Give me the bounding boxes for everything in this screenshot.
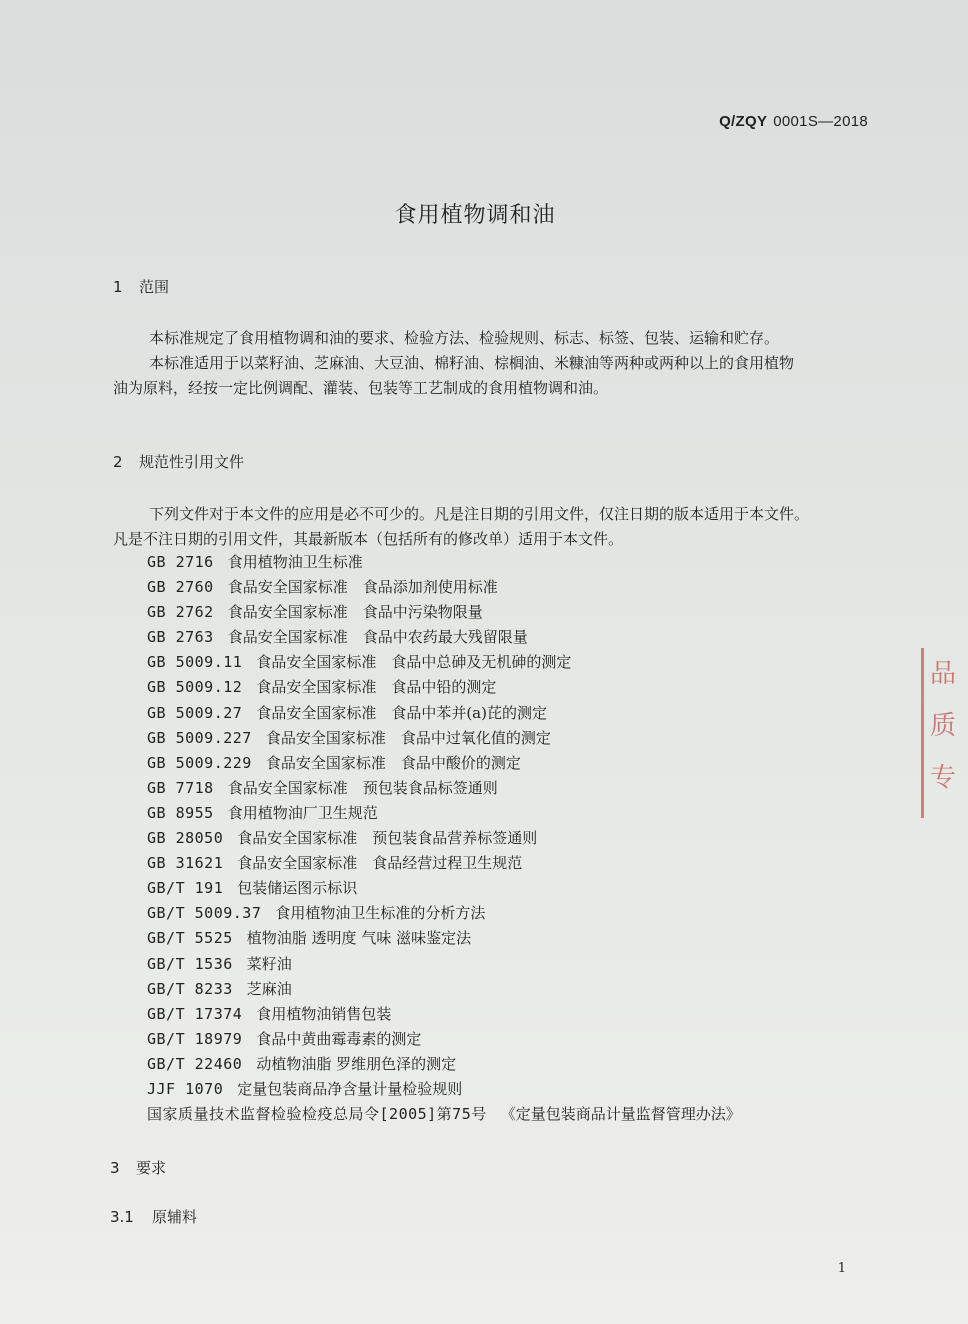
reference-title: 食品中黄曲霉毒素的测定: [256, 1029, 422, 1048]
reference-code: GB/T 191: [147, 879, 224, 898]
reference-item: [147, 650, 741, 675]
reference-item: [147, 876, 741, 901]
reference-title: 食品安全国家标准 预包装食品营养标签通则: [237, 829, 538, 848]
reference-item: [147, 952, 741, 977]
reference-code: GB 2716: [147, 553, 214, 571]
reference-item: [147, 851, 741, 876]
reference-title: 动植物油脂 罗维朋色泽的测定: [256, 1054, 457, 1073]
reference-code: GB 8955: [147, 803, 214, 822]
reference-item: [147, 901, 741, 926]
reference-code: GB/T 5009.37: [147, 904, 262, 923]
reference-title: 食品安全国家标准 食品添加剂使用标准: [227, 578, 498, 597]
standard-code: Q/ZQY 0001S—2018: [719, 113, 868, 130]
reference-title: 包装储运图示标识: [237, 879, 358, 898]
reference-title: 食品安全国家标准 预包装食品标签通则: [227, 778, 498, 797]
reference-title: 芝麻油: [246, 979, 292, 998]
reference-title: 《定量包装商品计量监督管理办法》: [500, 1105, 741, 1124]
reference-item: [147, 1052, 741, 1077]
reference-code: 国家质量技术监督检验检疫总局令[2005]第75号: [147, 1105, 487, 1124]
reference-item: [147, 1102, 741, 1127]
reference-item: [147, 826, 741, 851]
reference-code: GB/T 1536: [147, 954, 233, 973]
reference-title: 食用植物油销售包装: [256, 1004, 392, 1023]
page-number: 1: [837, 1261, 846, 1276]
reference-item: [147, 625, 741, 650]
reference-item: [147, 801, 741, 826]
reference-code: GB 5009.12: [147, 678, 243, 697]
reference-code: GB 31621: [147, 854, 224, 873]
reference-code: GB 28050: [147, 829, 224, 848]
reference-title: 定量包装商品净含量计量检验规则: [237, 1079, 463, 1098]
reference-title: 食品安全国家标准 食品经营过程卫生规范: [237, 854, 523, 873]
section-heading-references: 2 规范性引用文件: [113, 453, 245, 471]
reference-code: GB 5009.11: [147, 653, 243, 672]
reference-code: GB 2762: [147, 603, 214, 622]
reference-title: 菜籽油: [246, 954, 292, 973]
reference-item: [147, 977, 741, 1002]
reference-code: GB 7718: [147, 778, 214, 797]
reference-item: [147, 1027, 741, 1052]
section-heading-requirements: 3 要求: [110, 1159, 167, 1177]
reference-item: [147, 600, 741, 625]
reference-item: [147, 575, 741, 600]
reference-item: [147, 776, 741, 801]
reference-code: JJF 1070: [147, 1079, 224, 1098]
reference-item: [147, 926, 741, 951]
reference-title: 食用植物油卫生标准的分析方法: [275, 904, 486, 923]
reference-item: [147, 751, 741, 776]
section-heading-raw-materials: 3.1 原辅料: [110, 1208, 198, 1226]
reference-title: 食品安全国家标准 食品中铅的测定: [256, 678, 497, 697]
reference-title: 食品安全国家标准 食品中污染物限量: [227, 603, 483, 622]
reference-code: GB 5009.229: [147, 753, 252, 772]
reference-item: [147, 1077, 741, 1102]
reference-title: 食用植物油卫生标准: [227, 553, 363, 571]
reference-title: 食品安全国家标准 食品中苯并(a)芘的测定: [256, 703, 547, 722]
reference-code: GB/T 8233: [147, 979, 233, 998]
reference-item: [147, 726, 741, 751]
reference-code: GB/T 18979: [147, 1029, 243, 1048]
reference-title: 食品安全国家标准 食品中过氧化值的测定: [265, 728, 551, 747]
reference-item: [147, 550, 741, 575]
reference-code: GB/T 22460: [147, 1054, 243, 1073]
scope-text: 本标准规定了食用植物调和油的要求、检验方法、检验规则、标志、标签、包装、运输和贮存。 本标准适用于以菜籽油、芝麻油、大豆油、棉籽油、棕榈油、米糠油等两种或两种以上的食用植物 油为原料，经按一定比例调配、灌装、包装等工艺制成的食用植物调和油。: [113, 329, 795, 397]
reference-title: 食品安全国家标准 食品中农药最大残留限量: [227, 628, 528, 647]
reference-code: GB/T 5525: [147, 929, 233, 948]
reference-code: GB 2763: [147, 628, 214, 647]
section-heading-scope: 1 范围: [113, 278, 170, 296]
reference-title: 食品安全国家标准 食品中酸价的测定: [265, 753, 521, 772]
document-title: 食用植物调和油: [394, 203, 556, 228]
references-intro: 下列文件对于本文件的应用是必不可少的。凡是注日期的引用文件，仅注日期的版本适用于本文件。 凡是不注日期的引用文件，其最新版本（包括所有的修改单）适用于本文件。: [113, 505, 810, 548]
reference-title: 植物油脂 透明度 气味 滋味鉴定法: [246, 929, 472, 948]
reference-item: [147, 1002, 741, 1027]
reference-code: GB 2760: [147, 578, 214, 597]
reference-title: 食品安全国家标准 食品中总砷及无机砷的测定: [256, 653, 572, 672]
reference-item: [147, 701, 741, 726]
reference-code: GB 5009.27: [147, 703, 243, 722]
reference-code: GB/T 17374: [147, 1004, 243, 1023]
reference-code: GB 5009.227: [147, 728, 252, 747]
reference-list: [147, 550, 741, 1127]
red-stamp-fragment: 品 质 专: [921, 648, 968, 818]
reference-item: [147, 675, 741, 700]
reference-title: 食用植物油厂卫生规范: [227, 803, 378, 822]
